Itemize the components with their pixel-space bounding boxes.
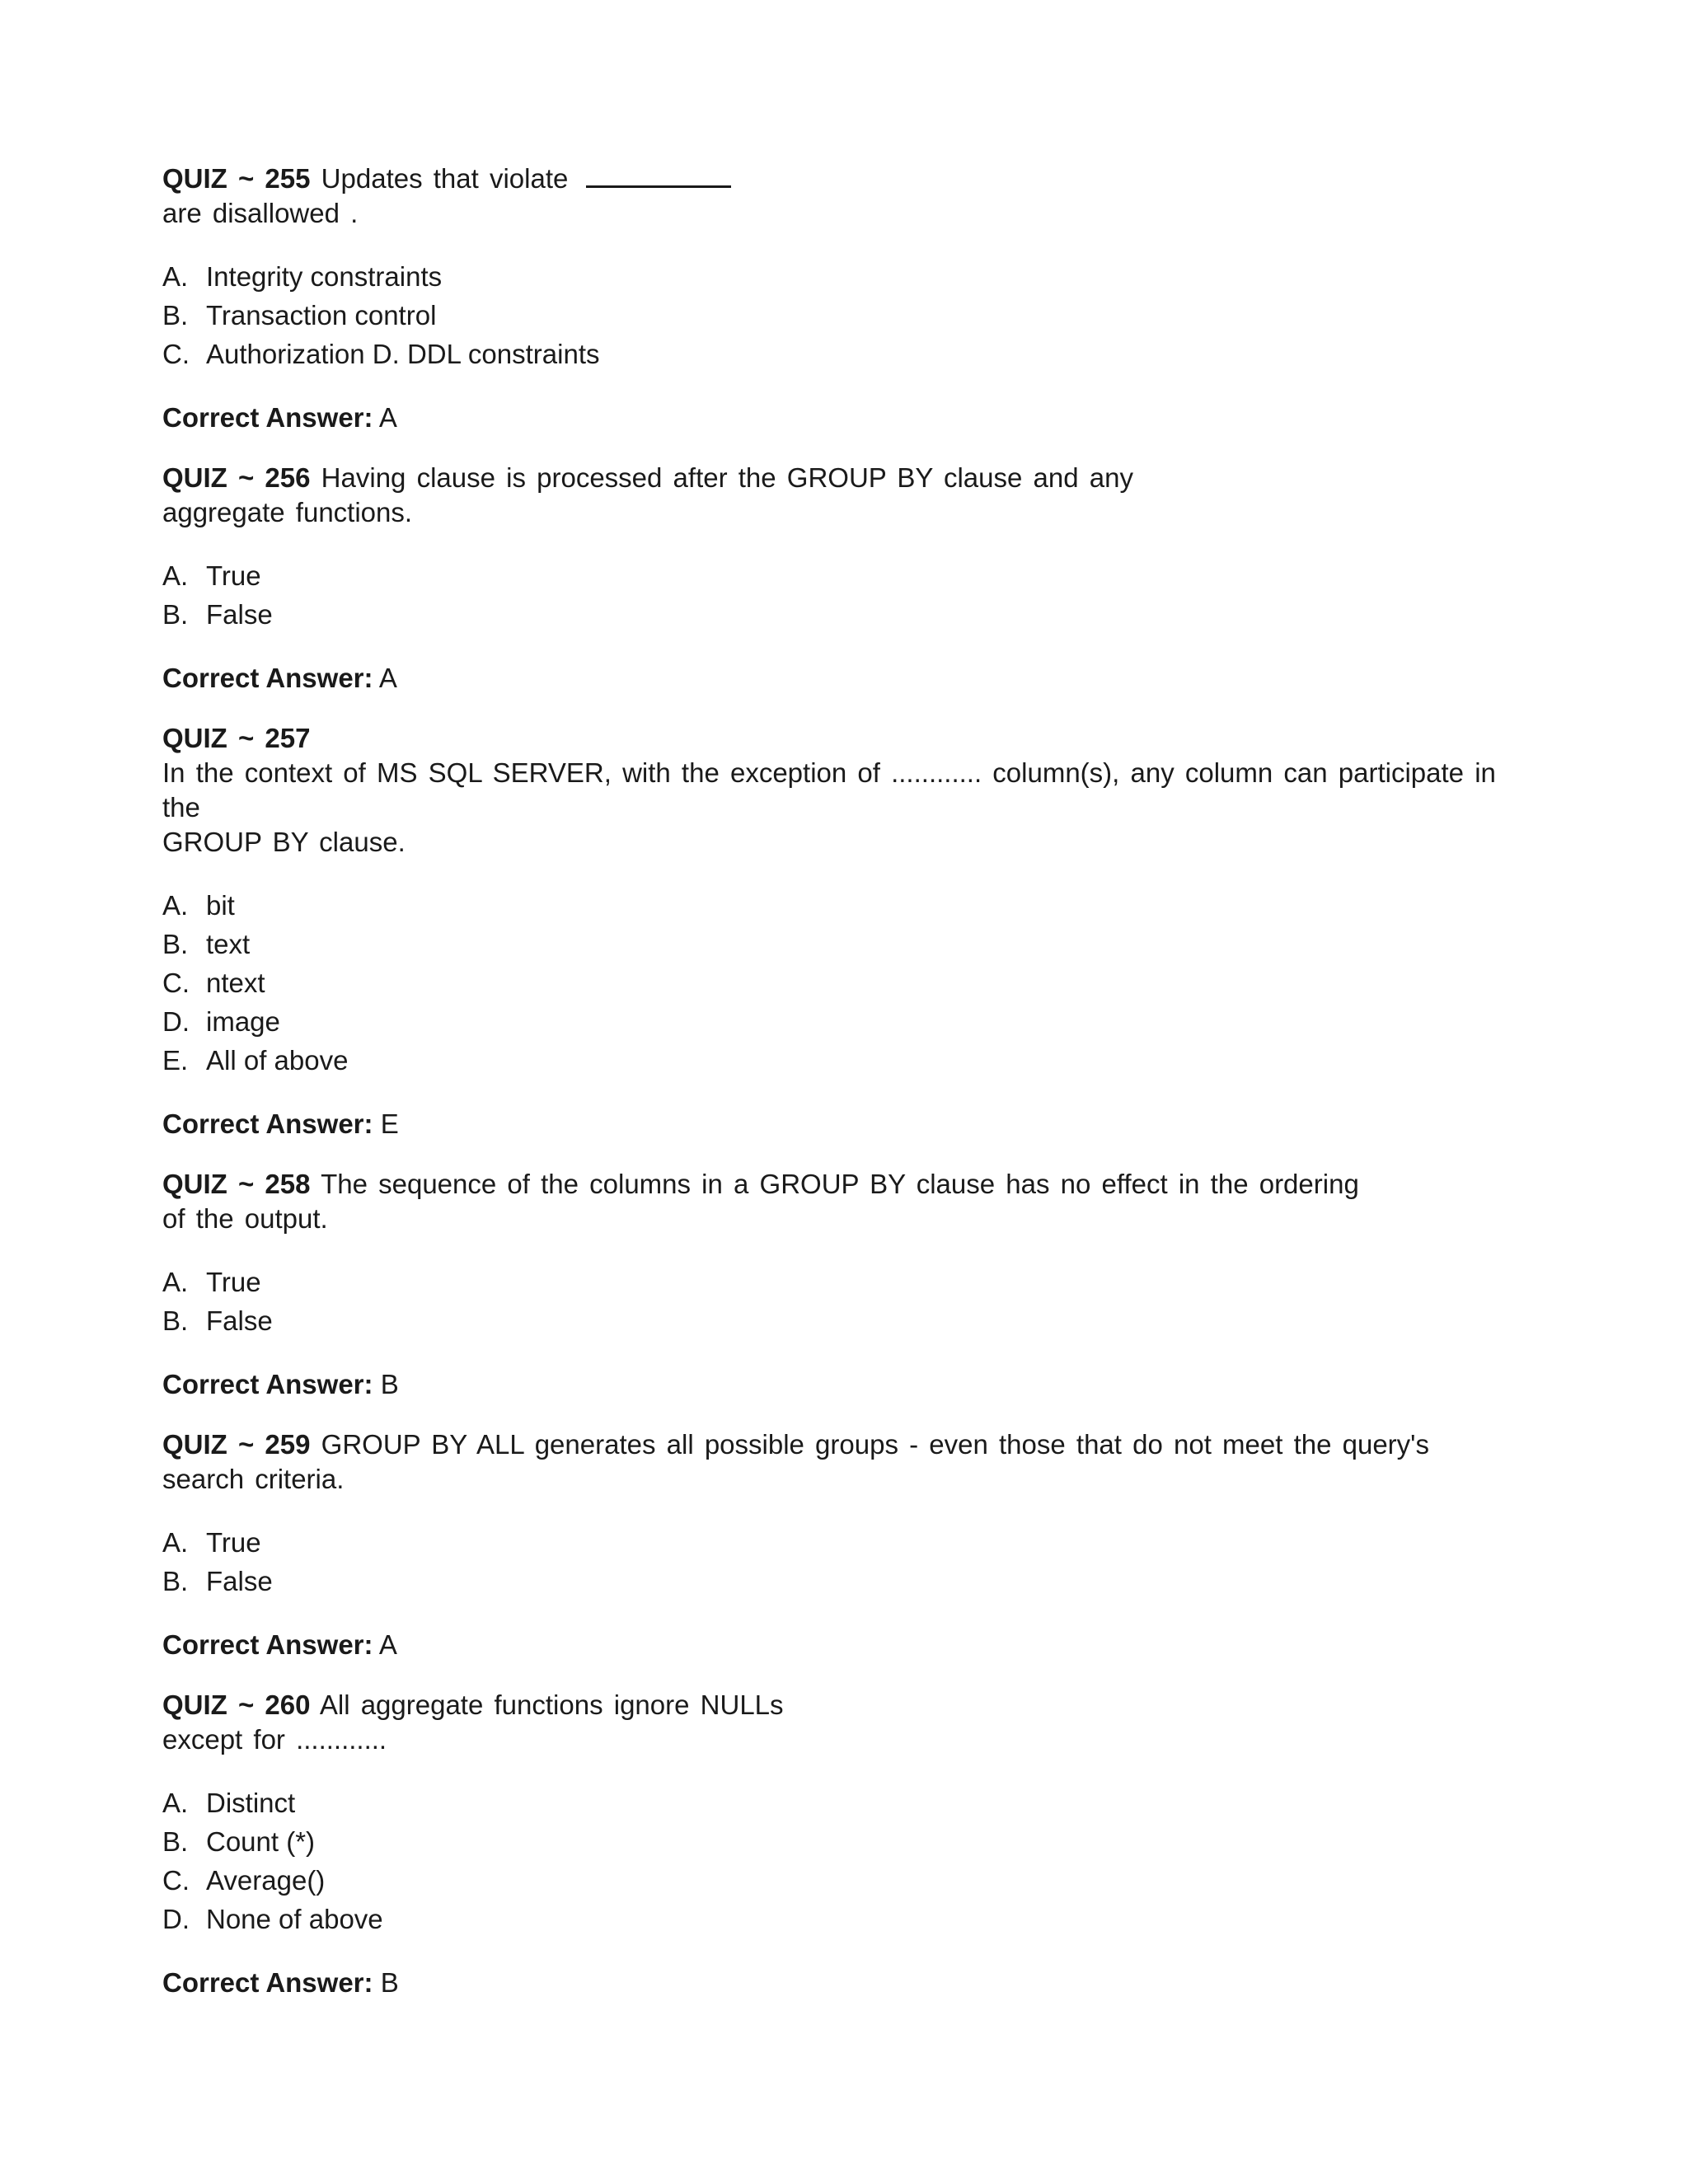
answer-blank <box>586 162 731 188</box>
option-letter: A. <box>162 1527 189 1558</box>
answer-value: A <box>378 402 397 433</box>
option-letter: B. <box>162 1305 189 1336</box>
quiz-255 <box>162 162 1531 435</box>
question-line: aggregate functions. <box>162 497 413 527</box>
option-letter: E. <box>162 1045 189 1076</box>
quiz-258 <box>162 1167 1531 1402</box>
answer-label: Correct Answer: <box>162 1629 373 1660</box>
option-item <box>162 925 1531 963</box>
option-item <box>162 257 1531 296</box>
option-text: image <box>206 1006 280 1037</box>
option-text: ntext <box>206 968 265 998</box>
quiz-256 <box>162 461 1531 696</box>
quiz-label: QUIZ ~ 256 <box>162 462 311 493</box>
option-text: Authorization D. DDL constraints <box>206 339 600 369</box>
option-item <box>162 963 1531 1002</box>
question-text <box>162 162 1531 231</box>
option-letter: B. <box>162 599 189 630</box>
option-text: False <box>206 1305 273 1336</box>
option-list <box>162 1523 1531 1601</box>
option-item <box>162 1822 1531 1861</box>
option-item <box>162 595 1531 634</box>
question-line: search criteria. <box>162 1464 345 1494</box>
quiz-label: QUIZ ~ 259 <box>162 1429 311 1460</box>
option-list <box>162 1263 1531 1340</box>
question-line: All aggregate functions ignore NULLs <box>319 1690 784 1720</box>
option-letter: C. <box>162 968 190 998</box>
option-list <box>162 1783 1531 1938</box>
question-line: In the context of MS SQL SERVER, with the exception of ............ column(s), any column can participate in the <box>162 757 1496 823</box>
correct-answer <box>162 1367 1531 1402</box>
option-text: text <box>206 929 251 959</box>
quiz-label: QUIZ ~ 255 <box>162 163 311 194</box>
quiz-257 <box>162 721 1531 1141</box>
answer-label: Correct Answer: <box>162 1108 373 1139</box>
quiz-259 <box>162 1427 1531 1662</box>
option-letter: B. <box>162 929 189 959</box>
option-item <box>162 886 1531 925</box>
option-item <box>162 335 1531 373</box>
option-item <box>162 1263 1531 1301</box>
correct-answer <box>162 401 1531 435</box>
option-text: Integrity constraints <box>206 261 443 292</box>
option-letter: B. <box>162 1566 189 1596</box>
question-line: except for ............ <box>162 1724 387 1755</box>
quiz-label: QUIZ ~ 258 <box>162 1169 311 1199</box>
option-text: Count (*) <box>206 1826 316 1857</box>
question-text <box>162 1427 1531 1497</box>
answer-value: B <box>380 1369 399 1399</box>
answer-value: A <box>378 663 397 693</box>
quiz-page <box>162 162 1531 2000</box>
option-item <box>162 1301 1531 1340</box>
correct-answer <box>162 661 1531 696</box>
option-text: Distinct <box>206 1788 296 1818</box>
option-item <box>162 1041 1531 1080</box>
option-text: Average() <box>206 1865 326 1896</box>
option-letter: C. <box>162 339 190 369</box>
option-list <box>162 886 1531 1080</box>
option-text: True <box>206 1527 261 1558</box>
option-text: Transaction control <box>206 300 437 330</box>
option-item <box>162 1002 1531 1041</box>
answer-label: Correct Answer: <box>162 663 373 693</box>
option-item <box>162 1523 1531 1562</box>
answer-label: Correct Answer: <box>162 1369 373 1399</box>
correct-answer <box>162 1107 1531 1141</box>
answer-label: Correct Answer: <box>162 1967 373 1998</box>
option-letter: A. <box>162 1267 189 1297</box>
option-list <box>162 257 1531 373</box>
question-line: Updates that violate <box>321 163 569 194</box>
quiz-260 <box>162 1688 1531 2000</box>
option-item <box>162 296 1531 335</box>
option-item <box>162 1861 1531 1900</box>
option-item <box>162 1562 1531 1601</box>
question-text <box>162 1688 1531 1757</box>
quiz-label: QUIZ ~ 260 <box>162 1690 311 1720</box>
question-line: The sequence of the columns in a GROUP BY clause has no effect in the ordering <box>321 1169 1359 1199</box>
correct-answer <box>162 1966 1531 2000</box>
question-text <box>162 461 1531 530</box>
option-text: All of above <box>206 1045 349 1076</box>
option-letter: A. <box>162 1788 189 1818</box>
question-line: GROUP BY clause. <box>162 827 406 857</box>
question-line: of the output. <box>162 1203 328 1234</box>
option-text: bit <box>206 890 235 921</box>
option-letter: B. <box>162 300 189 330</box>
answer-value: A <box>378 1629 397 1660</box>
option-text: False <box>206 1566 273 1596</box>
option-text: True <box>206 1267 261 1297</box>
option-letter: A. <box>162 890 189 921</box>
question-line: are disallowed . <box>162 198 359 228</box>
option-text: None of above <box>206 1904 383 1934</box>
option-letter: B. <box>162 1826 189 1857</box>
option-item <box>162 1900 1531 1938</box>
option-letter: D. <box>162 1904 190 1934</box>
option-item <box>162 556 1531 595</box>
question-line: Having clause is processed after the GROUP BY clause and any <box>321 462 1133 493</box>
option-item <box>162 1783 1531 1822</box>
correct-answer <box>162 1628 1531 1662</box>
option-letter: A. <box>162 560 189 591</box>
question-text <box>162 1167 1531 1236</box>
answer-value: B <box>380 1967 399 1998</box>
option-text: True <box>206 560 261 591</box>
answer-value: E <box>380 1108 399 1139</box>
answer-label: Correct Answer: <box>162 402 373 433</box>
question-text <box>162 721 1531 860</box>
option-letter: A. <box>162 261 189 292</box>
question-line: GROUP BY ALL generates all possible groups - even those that do not meet the query's <box>321 1429 1429 1460</box>
option-letter: C. <box>162 1865 190 1896</box>
option-list <box>162 556 1531 634</box>
quiz-label: QUIZ ~ 257 <box>162 723 311 753</box>
option-letter: D. <box>162 1006 190 1037</box>
option-text: False <box>206 599 273 630</box>
